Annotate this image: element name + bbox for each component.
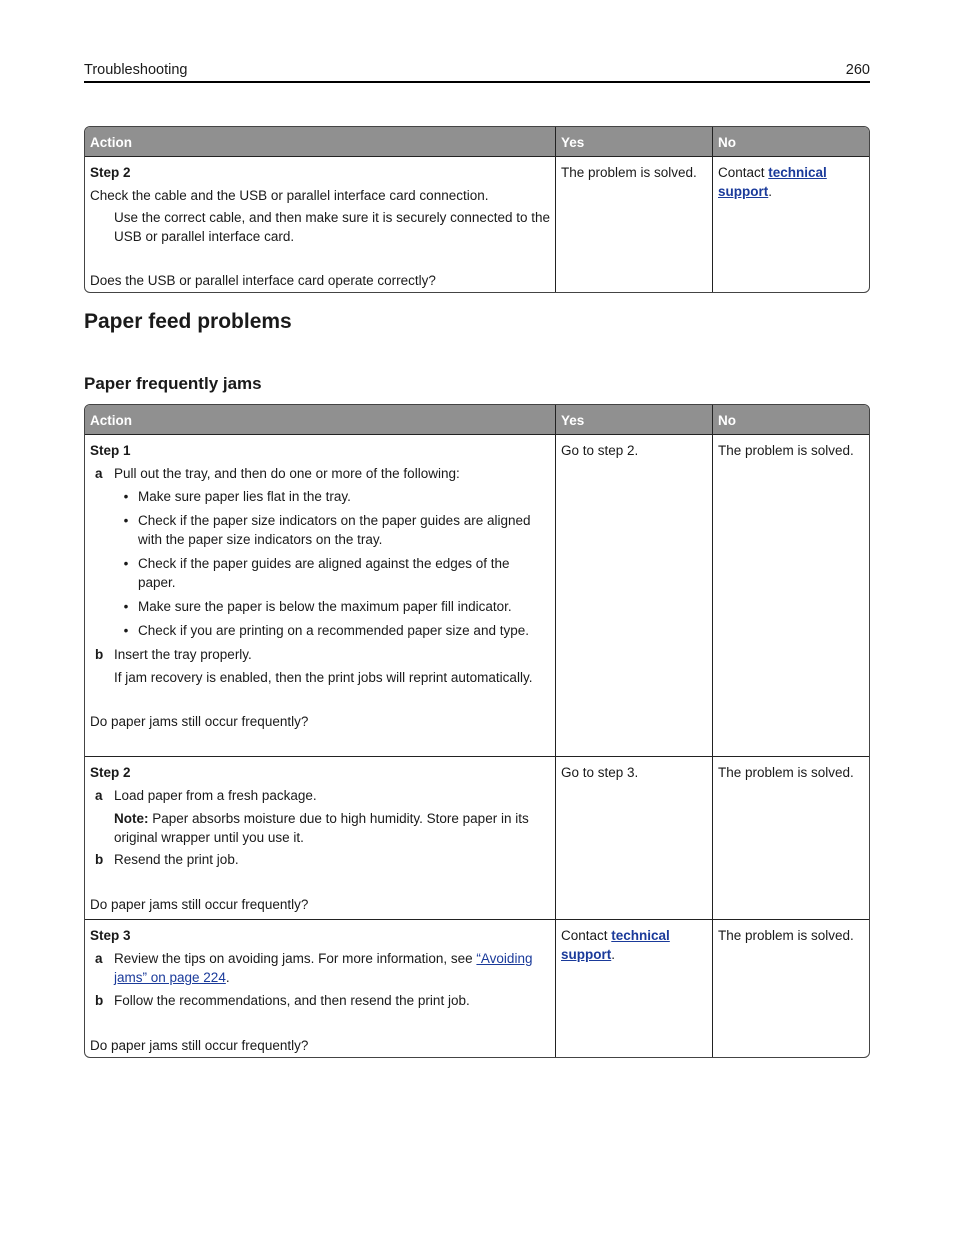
substep-letter: b [95, 647, 104, 662]
step-title: Step 1 [90, 443, 131, 458]
no-prefix: Contact [718, 165, 769, 180]
substep-b [90, 850, 550, 869]
bullet-text: Make sure the paper is below the maximum paper fill indicator. [138, 599, 512, 614]
page-header [84, 60, 870, 80]
bullet-icon: • [123, 599, 129, 614]
table-row [85, 919, 869, 1057]
substep-note: If jam recovery is enabled, then the print jobs will reprint automatically. [114, 670, 533, 685]
yes-cell [556, 920, 713, 1057]
bullet-icon: • [123, 513, 129, 528]
action-cell [85, 435, 556, 756]
no-cell: The problem is solved. [718, 928, 854, 943]
table-header-row [85, 127, 869, 156]
bullet-icon: • [123, 623, 129, 638]
action-cell [85, 757, 556, 919]
table-row [85, 156, 869, 292]
substep-text: Load paper from a fresh package. [114, 788, 317, 803]
substep-a [90, 464, 550, 483]
instruction-detail: Use the correct cable, and then make sure it is securely connected to the USB or parallel interface card. [114, 210, 550, 244]
page-number: 260 [845, 62, 870, 78]
avoiding-jams-link[interactable]: “Avoiding jams” on page 224 [114, 951, 533, 985]
step-title: Step 3 [90, 928, 131, 943]
column-header-action: Action [85, 405, 556, 434]
no-suffix: . [768, 184, 773, 199]
yes-cell: The problem is solved. [556, 157, 713, 292]
bullet-icon: • [123, 489, 129, 504]
step-question: Do paper jams still occur frequently? [90, 1038, 309, 1053]
bullet-text: Check if the paper guides are aligned against the edges of the paper. [138, 556, 510, 590]
bullet-text: Make sure paper lies flat in the tray. [138, 489, 351, 504]
yes-prefix: Contact [561, 928, 612, 943]
substep-text-prefix: Review the tips on avoiding jams. For more information, see [114, 951, 477, 966]
list-item [114, 487, 550, 506]
action-cell [85, 920, 556, 1057]
substep-letter: a [95, 951, 103, 966]
table-header-row [85, 405, 869, 434]
header-section-title: Troubleshooting [84, 62, 188, 78]
troubleshooting-table-usb [84, 126, 870, 293]
action-cell [85, 157, 556, 292]
column-header-yes: Yes [556, 127, 713, 156]
substep-letter: a [95, 466, 103, 481]
step-question: Does the USB or parallel interface card operate correctly? [90, 273, 436, 288]
no-cell [713, 157, 869, 292]
table-row [85, 756, 869, 919]
no-cell: The problem is solved. [718, 443, 854, 458]
substep-letter: b [95, 993, 104, 1008]
technical-support-link[interactable]: technical support [718, 165, 827, 199]
bullet-text: Check if the paper size indicators on the paper guides are aligned with the paper size indicators on the tray. [138, 513, 531, 547]
step-question: Do paper jams still occur frequently? [90, 714, 309, 729]
list-item [114, 511, 550, 549]
substep-text: Insert the tray properly. [114, 647, 252, 662]
troubleshooting-table-paper-jams [84, 404, 870, 1058]
yes-cell: Go to step 2. [556, 435, 713, 756]
substep-letter: a [95, 788, 103, 803]
section-title: Paper feed problems [84, 310, 292, 333]
column-header-no: No [718, 135, 736, 150]
yes-cell: Go to step 3. [556, 757, 713, 919]
bullet-icon: • [123, 556, 129, 571]
table-row [85, 434, 869, 756]
list-item [114, 621, 550, 640]
substep-text [114, 949, 550, 987]
step-title: Step 2 [90, 165, 131, 180]
substep-text-suffix: . [225, 970, 230, 985]
substep-text: Resend the print job. [114, 852, 239, 867]
substep-a [90, 786, 550, 805]
note-text: Paper absorbs moisture due to high humidity. Store paper in its original wrapper until you use it. [114, 811, 529, 845]
substep-text: Follow the recommendations, and then resend the print job. [114, 993, 470, 1008]
header-rule [84, 81, 870, 83]
column-header-no: No [718, 413, 736, 428]
list-item [114, 597, 550, 616]
substep-a [90, 949, 550, 987]
technical-support-link[interactable]: technical support [561, 928, 670, 962]
instruction-text: Check the cable and the USB or parallel interface card connection. [90, 188, 489, 203]
no-cell: The problem is solved. [718, 765, 854, 780]
note [90, 809, 550, 847]
substep-b [90, 645, 550, 664]
substep-b [90, 991, 550, 1010]
subsection-title: Paper frequently jams [84, 374, 262, 393]
bullet-list [90, 487, 550, 640]
substep-letter: b [95, 852, 104, 867]
column-header-yes: Yes [556, 405, 713, 434]
note-label: Note: [114, 811, 149, 826]
step-title: Step 2 [90, 765, 131, 780]
column-header-action: Action [85, 127, 556, 156]
step-question: Do paper jams still occur frequently? [90, 897, 309, 912]
list-item [114, 554, 550, 592]
substep-text: Pull out the tray, and then do one or more of the following: [114, 466, 460, 481]
yes-suffix: . [611, 947, 616, 962]
bullet-text: Check if you are printing on a recommended paper size and type. [138, 623, 529, 638]
